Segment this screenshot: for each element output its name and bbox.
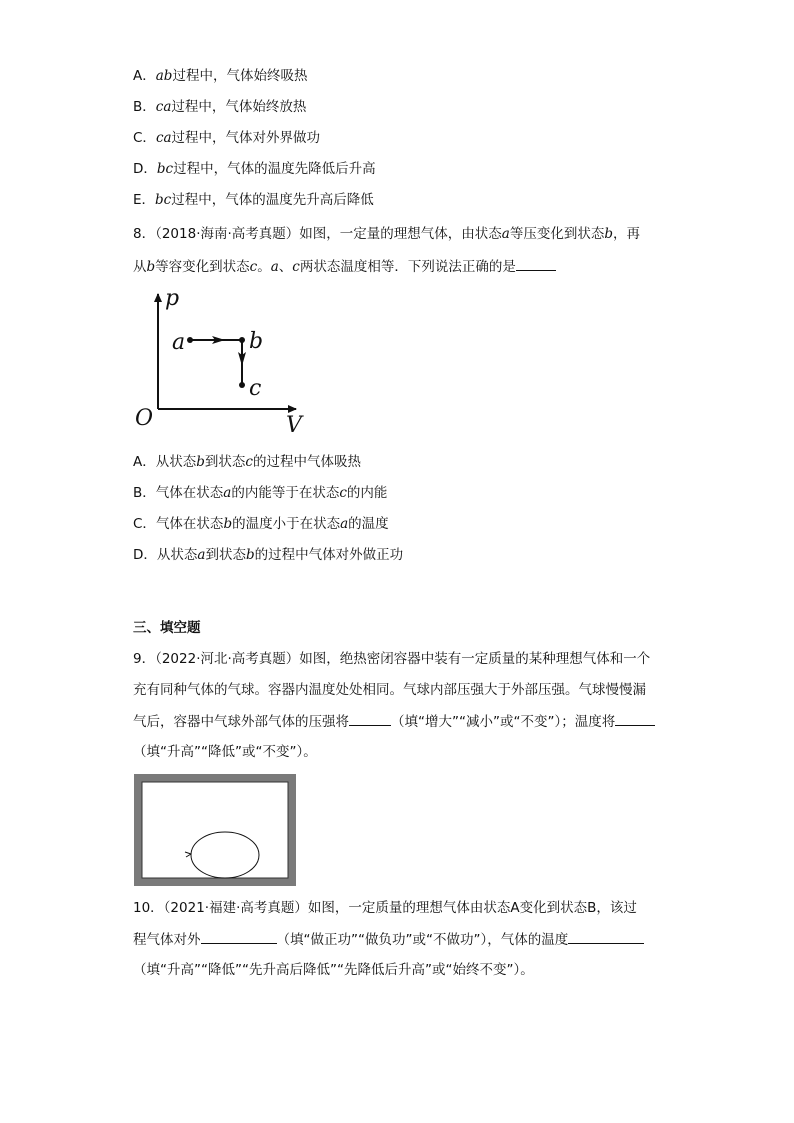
- q7-option-a: A．ab过程中，气体始终吸热: [133, 68, 308, 84]
- state-b-point: [239, 337, 245, 343]
- state-c-point: [239, 382, 245, 388]
- section-heading-fill-in: 三、填空题: [133, 620, 201, 636]
- q8-option-b: B．气体在状态a的内能等于在状态c的内能: [133, 485, 388, 501]
- q9-pressure-blank[interactable]: [349, 711, 391, 726]
- p-axis-label: p: [165, 286, 180, 311]
- state-c-label: c: [249, 376, 262, 401]
- q9-stem-line4: （填“升高”“降低”或“不变”）。: [133, 744, 317, 760]
- balloon: [191, 832, 259, 878]
- state-b-label: b: [249, 329, 264, 354]
- pv-diagram: [130, 286, 310, 436]
- v-axis-label: V: [286, 413, 302, 438]
- q8-option-d: D．从状态a到状态b的过程中气体对外做正功: [133, 547, 404, 563]
- q8-answer-blank[interactable]: [516, 256, 556, 271]
- q10-stem-line3: （填“升高”“降低”“先升高后降低”“先降低后升高”或“始终不变”）。: [133, 962, 534, 978]
- q7-option-d: D．bc过程中，气体的温度先降低后升高: [133, 161, 376, 177]
- q7-option-b: B．ca过程中，气体始终放热: [133, 99, 307, 115]
- q8-option-a: A．从状态b到状态c的过程中气体吸热: [133, 454, 361, 470]
- q8-option-c: C．气体在状态b的温度小于在状态a的温度: [133, 516, 389, 532]
- q9-stem-line1: 9．（2022·河北·高考真题）如图，绝热密闭容器中装有一定质量的某种理想气体和一个: [133, 651, 651, 667]
- q10-stem-line1: 10．（2021·福建·高考真题）如图，一定质量的理想气体由状态A变化到状态B，该过: [133, 900, 637, 916]
- q9-temperature-blank[interactable]: [615, 711, 655, 726]
- q9-stem-line2: 充有同种气体的气球。容器内温度处处相同。气球内部压强大于外部压强。气球慢慢漏: [133, 682, 646, 698]
- q10-work-blank[interactable]: [201, 929, 277, 944]
- container-diagram: [134, 774, 296, 886]
- q8-stem-line2: 从b等容变化到状态c。a、c两状态温度相等．下列说法正确的是: [133, 256, 556, 277]
- q7-option-e: E．bc过程中，气体的温度先升高后降低: [133, 192, 374, 208]
- q8-stem-line1: 8．（2018·海南·高考真题）如图，一定量的理想气体，由状态a等压变化到状态b，再: [133, 226, 640, 242]
- q7-option-c: C．ca过程中，气体对外界做功: [133, 130, 321, 146]
- state-a-point: [187, 337, 193, 343]
- q10-stem-line2: 程气体对外 （填“做正功”“做负功”或“不做功”），气体的温度: [133, 929, 644, 950]
- state-a-label: a: [172, 330, 186, 355]
- q10-temperature-blank[interactable]: [568, 929, 644, 944]
- origin-label: O: [135, 406, 154, 431]
- q9-stem-line3: 气后，容器中气球外部气体的压强将 （填“增大”“减小”或“不变”）；温度将: [133, 711, 655, 732]
